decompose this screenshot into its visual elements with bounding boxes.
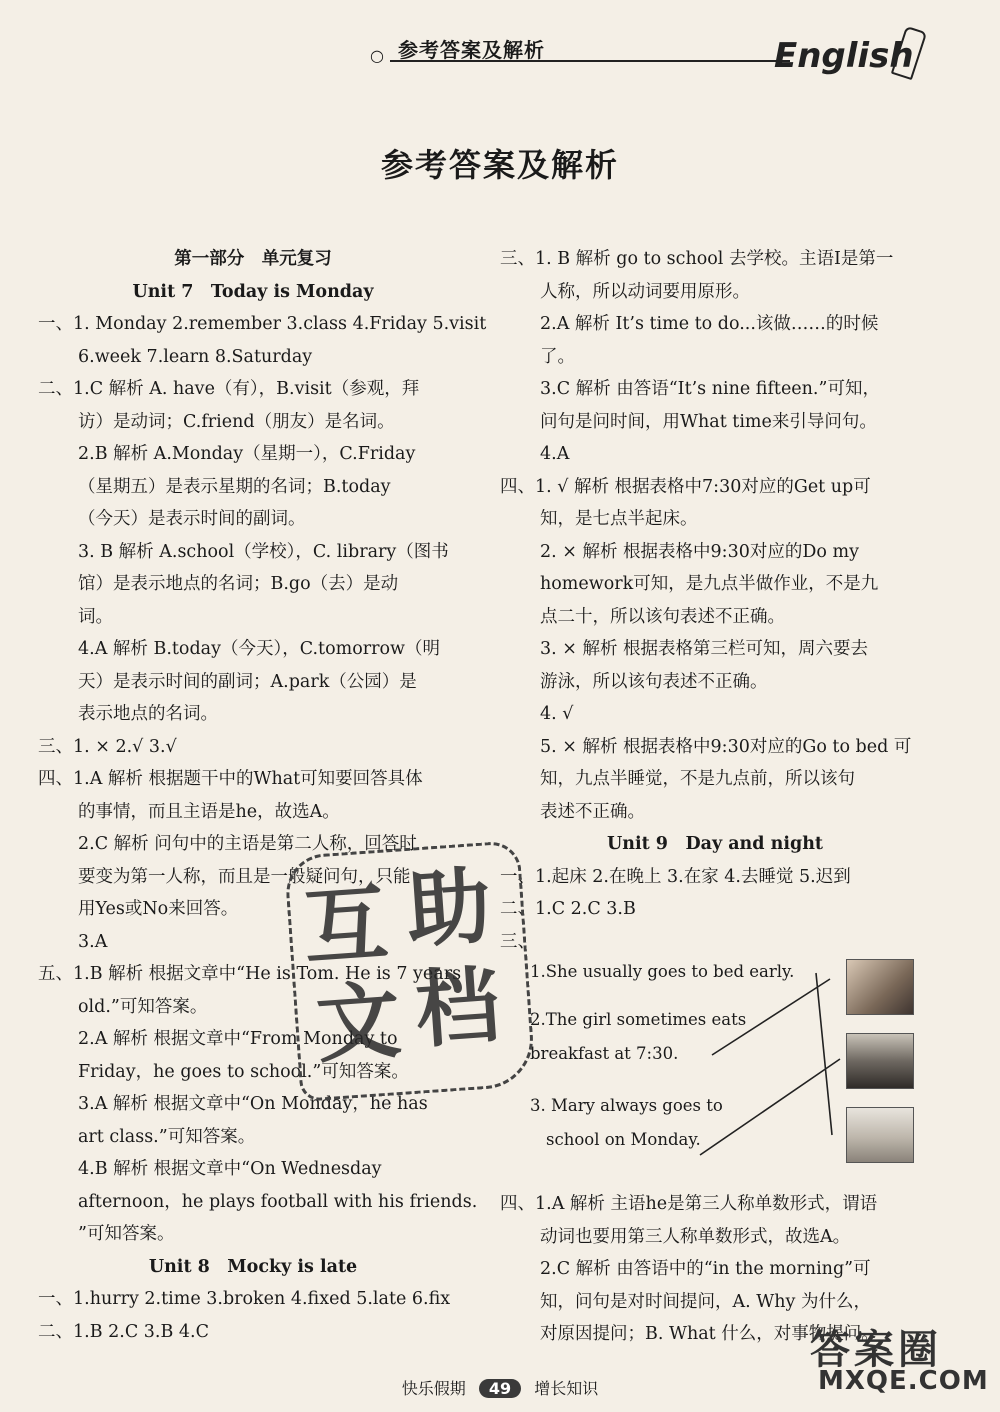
match-sentence: 2.The girl sometimes eats [530, 1010, 747, 1029]
header-title: 参考答案及解析 [398, 38, 545, 62]
answer-line: afternoon，he plays football with his friends. [78, 1191, 478, 1212]
answer-line: 2.C 解析 问句中的主语是第二人称，回答时 [78, 834, 417, 854]
answer-line: 3.A 解析 根据文章中“On Monday，he has [78, 1094, 428, 1114]
answer-line: 词。 [78, 606, 113, 627]
match-line-1 [712, 979, 830, 1055]
answer-line: 游泳，所以该句表述不正确。 [540, 671, 768, 692]
answer-line: 3.A [78, 931, 108, 952]
answer-line: 馆）是表示地点的名词；B.go（去）是动 [78, 574, 399, 594]
answer-line: 三、1. B 解析 go to school 去学校。主语I是第一 [500, 249, 894, 269]
answer-line: 4.A [540, 444, 570, 464]
answer-line: （今天）是表示时间的副词。 [78, 509, 306, 529]
page-title: 参考答案及解析 [380, 146, 619, 184]
answer-line: 4.B 解析 根据文章中“On Wednesday [78, 1159, 382, 1179]
running-header [370, 28, 930, 88]
right-column [500, 243, 930, 958]
answer-line: 三、1. × 2.√ 3.√ [38, 736, 177, 757]
unit7-title: Unit 7 Today is Monday [132, 281, 374, 302]
answer-line: 知，九点半睡觉，不是九点前，所以该句 [540, 769, 855, 789]
answer-line: 用Yes或No来回答。 [78, 899, 239, 919]
stamp-char: 互 [300, 873, 391, 978]
stamp-char: 文 [313, 970, 404, 1075]
answer-line: 3. × 解析 根据表格第三栏可知，周六要去 [540, 639, 869, 659]
answer-line: old.”可知答案。 [78, 996, 208, 1017]
answer-line: 2.A 解析 根据文章中“From Monday to [78, 1029, 398, 1049]
unit8-title: Unit 8 Mocky is late [148, 1256, 358, 1277]
answer-line: 的事情，而且主语是he，故选A。 [78, 801, 340, 822]
answer-line: 天）是表示时间的副词；A.park（公园）是 [78, 671, 417, 692]
match-line-2 [816, 973, 832, 1135]
pencil-icon [891, 26, 927, 80]
left-column [38, 243, 487, 1348]
answer-line: 2. × 解析 根据表格中9:30对应的Do my [540, 541, 859, 562]
answer-line: 一、1. Monday 2.remember 3.class 4.Friday 5.visit [38, 314, 487, 334]
answer-line: 表示地点的名词。 [78, 704, 218, 724]
match-line-3 [700, 1059, 840, 1155]
footer-left-text: 快乐假期 [401, 1379, 466, 1398]
stamp-char: 档 [412, 955, 504, 1060]
match-sentence: 1.She usually goes to bed early. [530, 962, 795, 981]
stamp-char: 助 [403, 856, 495, 960]
answer-line: （星期五）是表示星期的名词；B.today [78, 476, 391, 497]
match-sentence: 3. Mary always goes to [530, 1096, 723, 1115]
answer-line: 知，问句是对时间提问，A. Why 为什么， [540, 1291, 871, 1312]
answer-line: 五、1.B 解析 根据文章中“He is Tom. He is 7 years [38, 964, 462, 984]
match-sentence: school on Monday. [546, 1130, 701, 1149]
page-number: 49 [479, 1379, 521, 1398]
answer-line: 3. B 解析 A.school（学校），C. library（图书 [78, 541, 449, 562]
answer-line: 问句是问时间，用What time来引导问句。 [540, 411, 877, 432]
answer-line: 5. × 解析 根据表格中9:30对应的Go to bed 可 [540, 736, 912, 757]
answer-line: 访）是动词；C.friend（朋友）是名词。 [78, 411, 395, 432]
answer-line: 对原因提问；B. What 什么，对事物提问。 [540, 1324, 879, 1344]
answer-line: 四、1. √ 解析 根据表格中7:30对应的Get up可 [500, 476, 871, 497]
answer-line: 二、1.C 解析 A. have（有），B.visit（参观，拜 [38, 379, 420, 399]
answer-line: 表述不正确。 [540, 801, 645, 822]
answer-line: 点二十，所以该句表述不正确。 [540, 606, 785, 627]
part-heading: 第一部分 单元复习 [174, 249, 332, 269]
answer-line: ”可知答案。 [78, 1224, 175, 1244]
answer-line: 一、1.起床 2.在晚上 3.在家 4.去睡觉 5.迟到 [500, 866, 851, 887]
answer-line: 四、1.A 解析 主语he是第三人称单数形式，谓语 [500, 1194, 878, 1214]
answer-line: 4. √ [540, 704, 574, 724]
english-logo: English [774, 36, 914, 76]
answer-line: homework可知，是九点半做作业，不是九 [540, 574, 879, 594]
answer-line: 四、1.A 解析 根据题干中的What可知要回答具体 [38, 769, 423, 789]
answer-line: 一、1.hurry 2.time 3.broken 4.fixed 5.late 6.fix [38, 1289, 451, 1309]
page-footer [0, 1376, 1000, 1399]
answer-line: 2.A 解析 It’s time to do...该做……的时候 [540, 314, 879, 334]
answer-line: 6.week 7.learn 8.Saturday [78, 346, 313, 367]
answer-line: 动词也要用第三人称单数形式，故选A。 [540, 1226, 851, 1247]
watermark-url: MXQE.COM [818, 1366, 989, 1396]
unit9-title: Unit 9 Day and night [606, 834, 824, 854]
matching-lines [530, 955, 930, 1175]
answer-line: 2.B 解析 A.Monday（星期一），C.Friday [78, 444, 416, 464]
answer-line: 要变为第一人称，而且是一般疑问句，只能 [78, 866, 411, 887]
match-sentence: breakfast at 7:30. [530, 1044, 679, 1063]
header-bullet-icon: ○ [370, 46, 384, 65]
matching-exercise [530, 955, 930, 1175]
answer-line: 二、1.B 2.C 3.B 4.C [38, 1321, 209, 1342]
answer-line: 了。 [540, 346, 575, 367]
answer-line: Friday，he goes to school.”可知答案。 [78, 1061, 409, 1082]
answer-line: 二、1.C 2.C 3.B [500, 899, 636, 919]
answer-line: 知，是七点半起床。 [540, 509, 698, 529]
answer-line: art class.”可知答案。 [78, 1126, 256, 1147]
answer-line: 3.C 解析 由答语“It’s nine fifteen.”可知， [540, 379, 880, 399]
answer-line: 2.C 解析 由答语中的“in the morning”可 [540, 1259, 871, 1279]
watermark-text: 答案圈 [810, 1327, 942, 1373]
footer-right-text: 增长知识 [534, 1379, 599, 1398]
answer-line: 4.A 解析 B.today（今天），C.tomorrow（明 [78, 639, 440, 659]
answer-line: 人称，所以动词要用原形。 [540, 281, 750, 302]
answer-line: 三、 [500, 931, 535, 952]
header-rule [390, 60, 790, 62]
stamp-seal [284, 840, 537, 1102]
